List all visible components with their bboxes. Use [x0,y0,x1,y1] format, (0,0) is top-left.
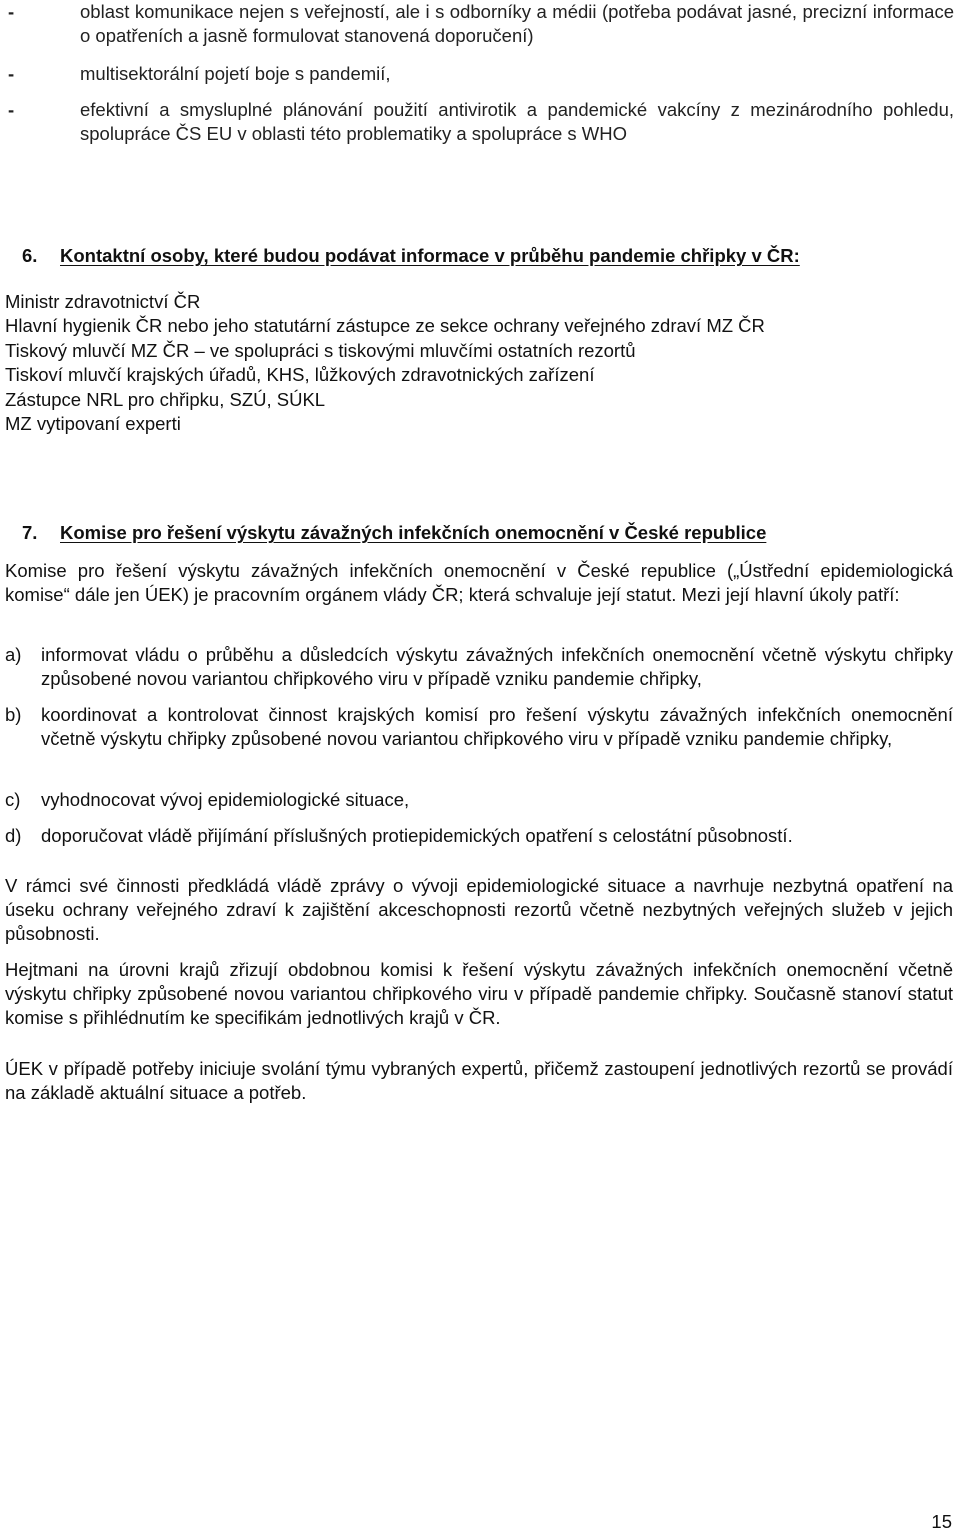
contact-item: MZ vytipovaní experti [5,413,181,435]
task-text: vyhodnocovat vývoj epidemiologické situace, [41,789,410,810]
paragraph: V rámci své činnosti předkládá vládě zprávy o vývoji epidemiologické situace a navrhuje nezbytná opatření na úseku ochrany veřejného zdraví k zajištění akceschopnosti rezortů včetně nezbytných veřejných služeb v jejich působnosti. [5,875,953,944]
bullet-text: multisektorální pojetí boje s pandemií, [80,63,391,84]
task-letter: d) [5,825,22,846]
bullet-marker: - [8,63,15,84]
section-number: 7. [22,522,38,543]
bullet-text: efektivní a smysluplné plánování použití antivirotik a pandemické vakcíny z mezinárodního pohledu, spolupráce ČS EU v oblasti této problematiky a spolupráce s WHO [80,99,954,144]
task-text: koordinovat a kontrolovat činnost krajských komisí pro řešení výskytu závažných infekčních onemocnění včetně výskytu chřipky způsobené novou variantou chřipkového viru v případě vzniku pandemie chřipky, [41,704,953,749]
paragraph: ÚEK v případě potřeby iniciuje svolání týmu vybraných expertů, přičemž zastoupení jednotlivých rezortů se provádí na základě aktuální situace a potřeb. [5,1058,953,1103]
contact-item: Tiskoví mluvčí krajských úřadů, KHS, lůžkových zdravotnických zařízení [5,364,595,386]
section-7-intro: Komise pro řešení výskytu závažných infekčních onemocnění v České republice („Ústřední epidemiologická komise“ dále jen ÚEK) je pracovním orgánem vlády ČR; která schvaluje její statut. Mezi její hlavní úkoly patří: [5,560,953,605]
section-7-heading [22,521,766,545]
bullet-text: oblast komunikace nejen s veřejností, ale i s odborníky a médii (potřeba podávat jasné, precizní informace o opatřeních a jasně formulovat stanovená doporučení) [80,1,954,46]
contact-item: Ministr zdravotnictví ČR [5,291,201,312]
section-number: 6. [22,245,38,266]
contact-list [5,290,765,436]
task-letter: c) [5,789,21,810]
bullet-marker: - [8,99,15,120]
task-letter: b) [5,704,22,725]
task-letter: a) [5,644,22,665]
page-number: 15 [931,1511,952,1532]
section-title: Kontaktní osoby, které budou podávat informace v průběhu pandemie chřipky v ČR: [60,245,800,266]
section-title: Komise pro řešení výskytu závažných infekčních onemocnění v České republice [60,522,767,543]
section-6-heading [22,244,800,268]
paragraph: Hejtmani na úrovni krajů zřizují obdobnou komisi k řešení výskytu závažných infekčních onemocnění včetně výskytu chřipky způsobené novou variantou chřipkového viru v případě pandemie chřipky. Současně stanoví statut komise s přihlédnutím ke specifikám jednotlivých krajů v ČR. [5,959,953,1028]
contact-item: Zástupce NRL pro chřipku, SZÚ, SÚKL [5,388,326,410]
task-text: informovat vládu o průběhu a důsledcích výskytu závažných infekčních onemocnění včetně výskytu chřipky způsobené novou variantou chřipkového viru v případě vzniku pandemie chřipky, [41,644,953,689]
bullet-marker: - [8,1,15,22]
contact-item: Hlavní hygienik ČR nebo jeho statutární zástupce ze sekce ochrany veřejného zdraví MZ ČR [5,315,765,337]
contact-item: Tiskový mluvčí MZ ČR – ve spolupráci s tiskovými mluvčími ostatních rezortů [5,339,636,361]
task-text: doporučovat vládě přijímání příslušných protiepidemických opatření s celostátní působností. [41,825,793,846]
